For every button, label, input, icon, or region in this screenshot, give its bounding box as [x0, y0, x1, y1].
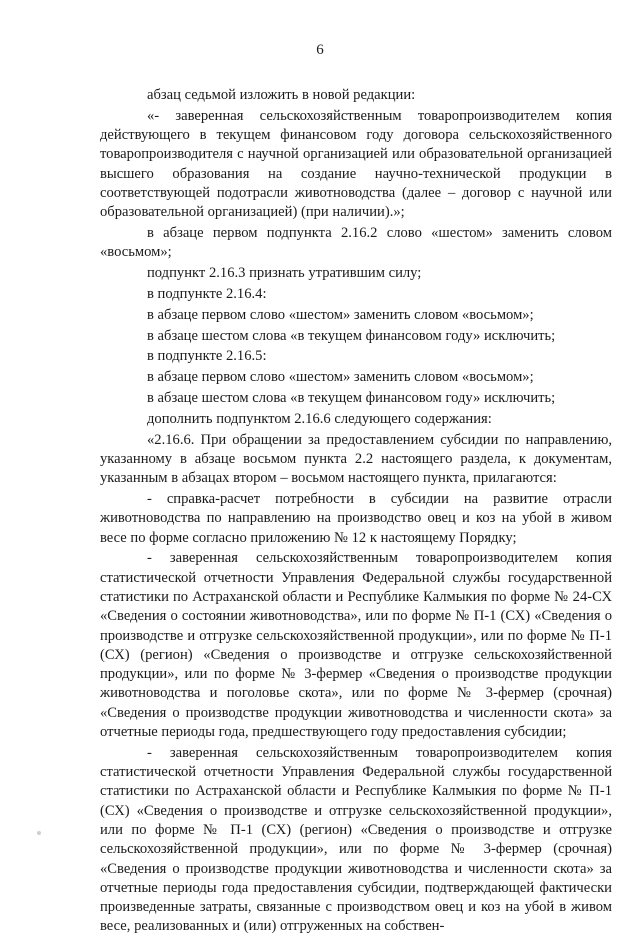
paragraph: в подпункте 2.16.4: [147, 285, 267, 302]
paragraph: в абзаце шестом слова «в текущем финансовом году» исключить; [147, 389, 556, 406]
paragraph: в абзаце первом слово «шестом» заменить словом «восьмом»; [147, 369, 534, 386]
paragraph: дополнить подпунктом 2.16.6 следующего содержания: [147, 410, 492, 427]
document-body [100, 86, 612, 938]
paragraph: «- заверенная сельскохозяйственным товаропроизводителем копия действующего в текущем финансовом году договора сельскохозяйственного товаропроизводителя с научной организацией или образовательной организацией высшего образования на создание научно-технической продукции в соответствующей подотрасли животноводства (далее – договор с научной или образовательной организацией) (при наличии).»; [100, 107, 612, 221]
page-number: 6 [316, 42, 324, 58]
paragraph: подпункт 2.16.3 признать утратившим силу; [147, 265, 422, 282]
paragraph: в абзаце первом подпункта 2.16.2 слово «шестом» заменить словом «восьмом»; [100, 225, 612, 261]
paragraph: - справка-расчет потребности в субсидии на развитие отрасли животноводства по направлению на производство овец и коз на убой в живом весе по форме согласно приложению № 12 к настоящему Порядку; [100, 490, 612, 546]
paragraph: «2.16.6. При обращении за предоставлением субсидии по направлению, указанному в абзаце восьмом пункта 2.2 настоящего раздела, к документам, указанным в абзацах втором – восьмом настоящего пункта, прилагаются: [100, 431, 612, 487]
paragraph: - заверенная сельскохозяйственным товаропроизводителем копия статистической отчетности Управления Федеральной службы государственной статистики по Астраханской области и Республике Калмыкия по форме № 24-СХ «Сведения о состоянии животноводства», или по форме № П-1 (СХ) «Сведения о производстве и отгрузке сельскохозяйственной продукции», или по форме № П-1 (СХ) (регион) «Сведения о производстве и отгрузке сельскохозяйственной продукции», или по форме № 3-фермер «Сведения о производстве продукции животноводства и поголовье скота», или по форме № 3-фермер (срочная) «Сведения о производстве продукции животноводства и численности скота» за отчетные периоды года, предшествующего году предоставления субсидии; [100, 550, 612, 740]
paragraph: в абзаце первом слово «шестом» заменить словом «восьмом»; [147, 306, 534, 323]
scan-speck [37, 831, 41, 835]
paragraph: абзац седьмой изложить в новой редакции: [147, 87, 416, 103]
paragraph: в абзаце шестом слова «в текущем финансовом году» исключить; [147, 327, 556, 344]
paragraph: - заверенная сельскохозяйственным товаропроизводителем копия статистической отчетности Управления Федеральной службы государственной статистики по Астраханской области и Республике Калмыкия по форме № П-1 (СХ) «Сведения о производстве и отгрузке сельскохозяйственной продукции», или по форме № П-1 (СХ) (регион) «Сведения о производстве и отгрузке сельскохозяйственной продукции», или по форме № 3-фермер (срочная) «Сведения о производстве продукции животноводства и численности скота» за отчетные периоды года предоставления субсидии, подтверждающей фактически произведенные затраты, связанные с производством овец и коз на убой в живом весе, реализованных и (или) отгруженных на собствен- [100, 744, 612, 935]
paragraph: в подпункте 2.16.5: [147, 348, 267, 365]
